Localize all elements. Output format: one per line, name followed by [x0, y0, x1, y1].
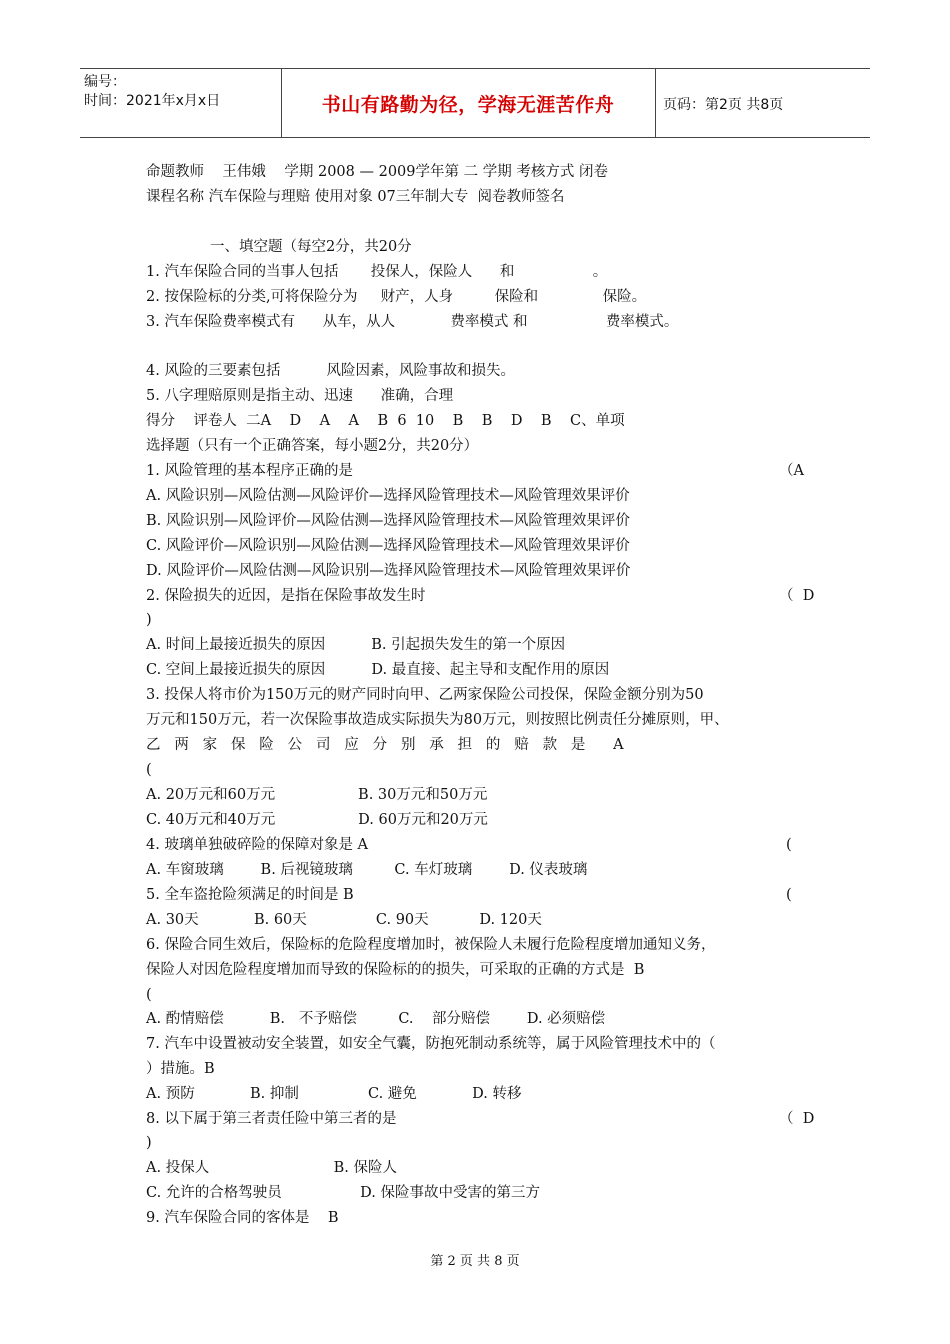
answer-bracket: ( [146, 987, 152, 1003]
answer-bracket: ( [786, 887, 792, 903]
question-line: 4. 风险的三要素包括 风险因素，风险事故和损失。 [146, 363, 516, 379]
option-line: A. 20万元和60万元 B. 30万元和50万元 [146, 787, 488, 803]
answer-bracket: ) [146, 612, 152, 628]
option-line: C. 空间上最接近损失的原因 D. 最直接、起主导和支配作用的原因 [146, 662, 610, 678]
code-label: 编号： [84, 74, 126, 90]
question-line: 8. 以下属于第三者责任险中第三者的是 [146, 1111, 397, 1127]
option-line: A. 投保人 B. 保险人 [146, 1160, 398, 1176]
answer-bracket: （ D [779, 1111, 815, 1127]
question-line: 6. 保险合同生效后，保险标的危险程度增加时，被保险人未履行危险程度增加通知义务， [146, 937, 716, 953]
option-line: A. 时间上最接近损失的原因 B. 引起损失发生的第一个原因 [146, 637, 566, 653]
exam-info-line: 命题教师 王伟娥 学期 2008 — 2009学年第 二 学期 考核方式 闭卷 [146, 164, 608, 180]
question-line: 7. 汽车中设置被动安全装置，如安全气囊，防抱死制动系统等，属于风险管理技术中的（ [146, 1036, 716, 1052]
question-line: 4. 玻璃单独破碎险的保障对象是 A [146, 837, 369, 853]
answer-bracket: ( [786, 837, 792, 853]
option-line: A. 30天 B. 60天 C. 90天 D. 120天 [146, 912, 542, 928]
header-page-number: 页码：第2页 共8页 [663, 97, 784, 113]
question-line: 9. 汽车保险合同的客体是 B [146, 1210, 339, 1226]
section-heading: 选择题（只有一个正确答案，每小题2分，共20分） [146, 438, 479, 454]
question-line: ）措施。B [146, 1061, 215, 1077]
header-motto: 书山有路勤为径，学海无涯苦作舟 [321, 94, 615, 116]
option-line: C. 风险评价—风险识别—风险估测—选择风险管理技术—风险管理效果评价 [146, 538, 630, 554]
question-line: 3. 投保人将市价为150万元的财产同时向甲、乙两家保险公司投保，保险金额分别为50 [146, 687, 704, 703]
answer-bracket: ( [146, 762, 152, 778]
question-line: 3. 汽车保险费率模式有 从车，从人 费率模式 和 费率模式。 [146, 314, 679, 330]
header-info [84, 73, 280, 111]
answer-bracket: （A [779, 463, 804, 479]
date-label: 时间：2021年x月x日 [84, 93, 221, 109]
question-line: 保险人对因危险程度增加而导致的保险标的的损失，可采取的正确的方式是 B [146, 962, 645, 978]
question-line: 5. 八字理赔原则是指主动、迅速 准确，合理 [146, 388, 454, 404]
section-heading: 一、填空题（每空2分，共20分 [210, 239, 412, 255]
option-line: B. 风险识别—风险评价—风险估测—选择风险管理技术—风险管理效果评价 [146, 513, 630, 529]
question-line: 1. 风险管理的基本程序正确的是 [146, 463, 353, 479]
option-line: A. 风险识别—风险估测—风险评价—选择风险管理技术—风险管理效果评价 [146, 488, 630, 504]
course-info-line: 课程名称 汽车保险与理赔 使用对象 07三年制大专 阅卷教师签名 [146, 189, 565, 205]
option-line: A. 酌情赔偿 B. 不予赔偿 C. 部分赔偿 D. 必须赔偿 [146, 1011, 606, 1027]
option-line: A. 车窗玻璃 B. 后视镜玻璃 C. 车灯玻璃 D. 仪表玻璃 [146, 862, 588, 878]
question-line: 万元和150万元，若一次保险事故造成实际损失为80万元，则按照比例责任分摊原则，甲、 [146, 712, 729, 728]
option-line: D. 风险评价—风险估测—风险识别—选择风险管理技术—风险管理效果评价 [146, 563, 631, 579]
header-divider [655, 69, 656, 137]
question-line: 1. 汽车保险合同的当事人包括 投保人，保险人 和 。 [146, 264, 608, 280]
page-footer: 第 2 页 共 8 页 [430, 1254, 520, 1269]
question-line: 2. 按保险标的分类,可将保险分为 财产，人身 保险和 保险。 [146, 289, 647, 305]
answer-bracket: ) [146, 1135, 152, 1151]
question-line: 5. 全车盗抢险须满足的时间是 B [146, 887, 354, 903]
answer-bracket: （ D [779, 588, 815, 604]
question-line: 2. 保险损失的近因，是指在保险事故发生时 [146, 588, 426, 604]
score-answer-line: 得分 评卷人 二A D A A B 6 10 B B D B C、单项 [146, 413, 625, 429]
page-header [80, 68, 870, 138]
option-line: C. 40万元和40万元 D. 60万元和20万元 [146, 812, 488, 828]
option-line: C. 允许的合格驾驶员 D. 保险事故中受害的第三方 [146, 1185, 540, 1201]
question-line: 乙 两 家 保 险 公 司 应 分 别 承 担 的 赔 款 是 A [146, 737, 624, 753]
option-line: A. 预防 B. 抑制 C. 避免 D. 转移 [146, 1086, 522, 1102]
